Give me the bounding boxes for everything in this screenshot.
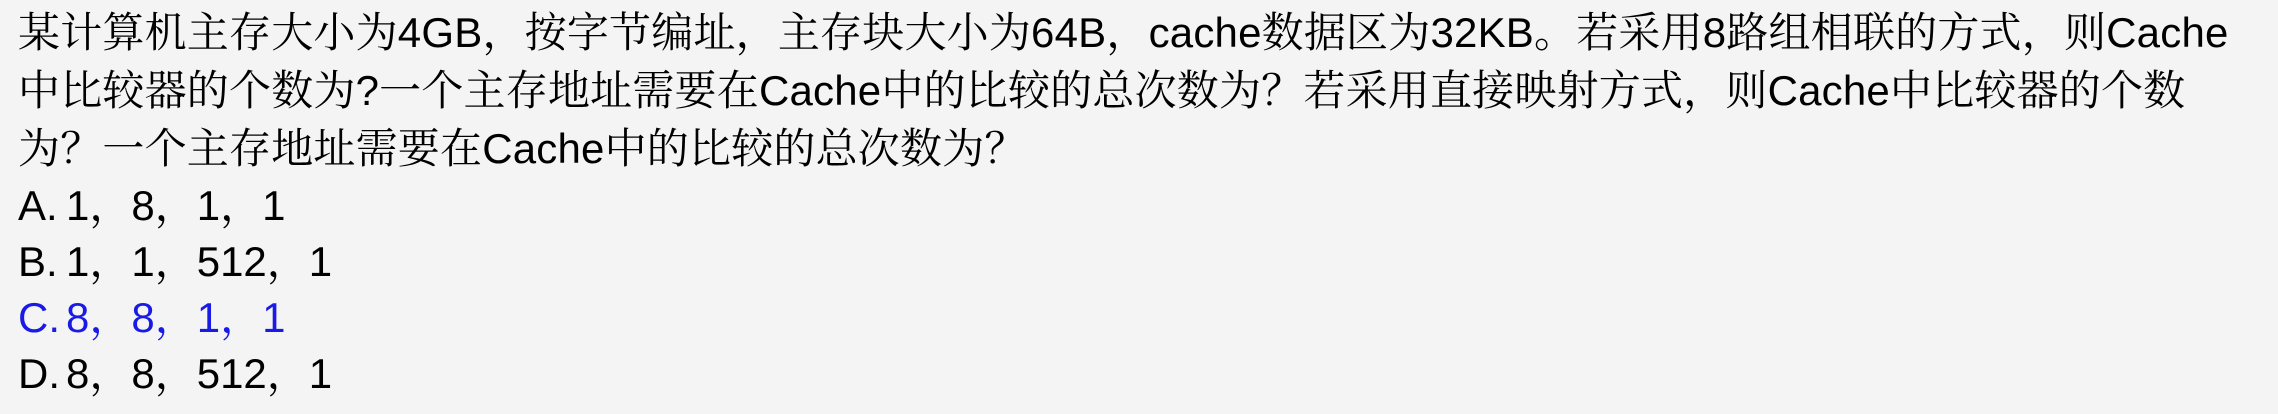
option-c-text: 8，8，1，1 — [66, 294, 286, 341]
option-b[interactable] — [18, 234, 2262, 290]
option-a-text: 1，8，1，1 — [66, 182, 286, 229]
options-list — [18, 178, 2262, 402]
option-d[interactable] — [18, 346, 2262, 402]
option-c[interactable] — [18, 290, 2262, 346]
option-a-letter: A. — [18, 182, 58, 229]
option-d-letter: D. — [18, 350, 60, 397]
option-b-text: 1，1，512，1 — [66, 238, 333, 285]
option-d-text: 8，8，512，1 — [66, 350, 333, 397]
option-b-letter: B. — [18, 238, 58, 285]
option-a[interactable] — [18, 178, 2262, 234]
option-c-letter: C. — [18, 294, 60, 341]
question-text: 某计算机主存大小为4GB，按字节编址，主存块大小为64B，cache数据区为32KB。若采用8路组相联的方式，则Cache中比较器的个数为?一个主存地址需要在Cache中的比较的总次数为？若采用直接映射方式，则Cache中比较器的个数为？一个主存地址需要在Cache中的比较的总次数为？ — [18, 9, 2229, 172]
